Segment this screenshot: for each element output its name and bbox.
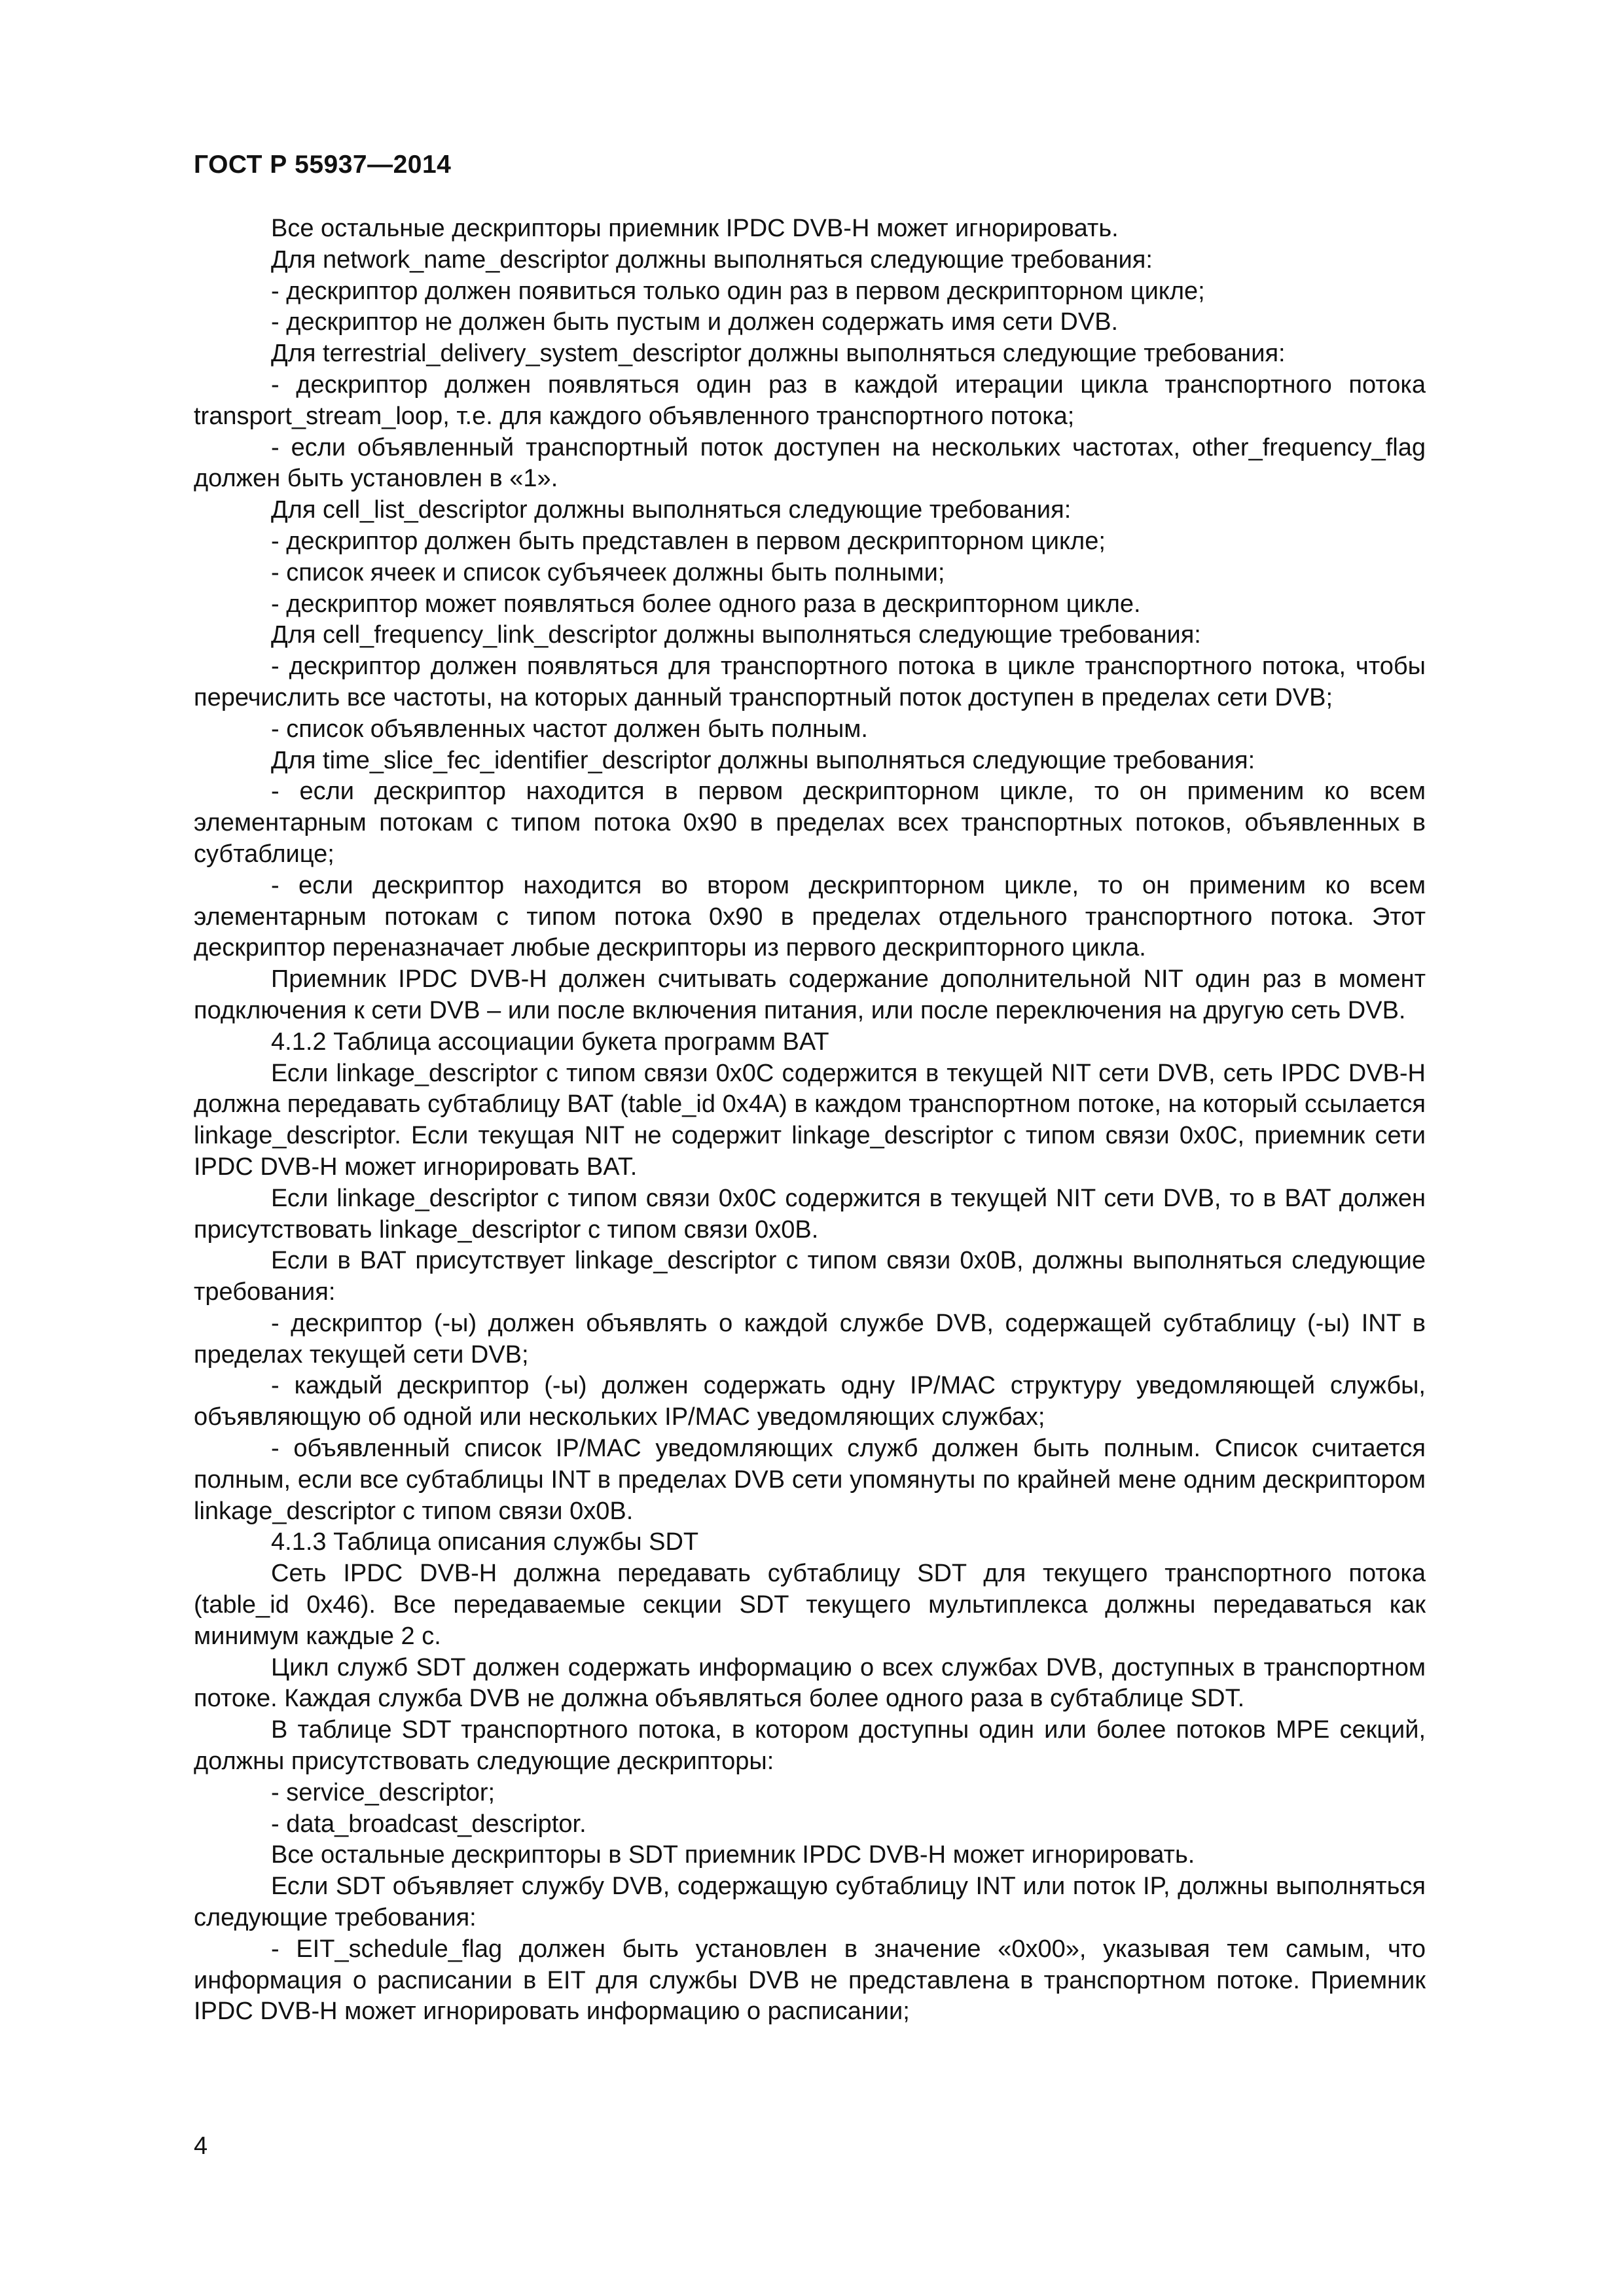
- paragraph: - data_broadcast_descriptor.: [271, 1810, 586, 1838]
- paragraph: - каждый дескриптор (-ы) должен содержать одну IP/MAC структуру уведомляющей службы, объявляющую об одной или нескольких IP/MAC уведомляющих службах;: [194, 1372, 1426, 1431]
- paragraph: - если дескриптор находится во втором дескрипторном цикле, то он применим ко всем элементарным потокам с типом потока 0x90 в пределах отдельного транспортного потока. Этот дескриптор переназначает любые дескрипторы из первого дескрипторного цикла.: [194, 871, 1426, 962]
- paragraph: - дескриптор может появляться более одного раза в дескрипторном цикле.: [271, 590, 1141, 618]
- paragraph: Для terrestrial_delivery_system_descriptor должны выполняться следующие требования:: [271, 340, 1286, 368]
- paragraph: 4.1.2 Таблица ассоциации букета программ BAT: [271, 1028, 829, 1056]
- paragraph: - если дескриптор находится в первом дескрипторном цикле, то он применим ко всем элементарным потокам с типом потока 0x90 в пределах всех транспортных потоков, объявленных в субтаблице;: [194, 778, 1426, 868]
- paragraph: 4.1.3 Таблица описания службы SDT: [271, 1528, 699, 1556]
- paragraph: Если linkage_descriptor с типом связи 0x0C содержится в текущей NIT сети DVB, то в BAT должен присутствовать linkage_descriptor с типом связи 0x0B.: [194, 1184, 1426, 1244]
- paragraph: Если SDT объявляет службу DVB, содержащую субтаблицу INT или поток IP, должны выполняться следующие требования:: [194, 1873, 1426, 1932]
- paragraph: - EIT_schedule_flag должен быть установлен в значение «0x00», указывая тем самым, что информация о расписании в EIT для службы DVB не представлена в транспортном потоке. Приемник IPDC DVB-H может игнорировать информацию о расписании;: [194, 1935, 1426, 2026]
- paragraph: Если в BAT присутствует linkage_descriptor с типом связи 0x0B, должны выполняться следующие требования:: [194, 1247, 1426, 1306]
- paragraph: Для network_name_descriptor должны выполняться следующие требования:: [271, 245, 1153, 274]
- paragraph: - дескриптор должен появиться только один раз в первом дескрипторном цикле;: [271, 277, 1205, 305]
- paragraph: - дескриптор должен появляться для транспортного потока в цикле транспортного потока, чтобы перечислить все частоты, на которых данный транспортный поток доступен в пределах сети DVB;: [194, 653, 1426, 711]
- paragraph: В таблице SDT транспортного потока, в котором доступны один или более потоков MPE секций, должны присутствовать следующие дескрипторы:: [194, 1716, 1426, 1776]
- paragraph: Цикл служб SDT должен содержать информацию о всех службах DVB, доступных в транспортном потоке. Каждая служба DVB не должна объявляться более одного раза в субтаблице SDT.: [194, 1653, 1426, 1713]
- paragraph: - service_descriptor;: [271, 1778, 496, 1806]
- document-body: [194, 213, 1426, 2028]
- paragraph: - дескриптор не должен быть пустым и должен содержать имя сети DVB.: [271, 308, 1119, 336]
- paragraph: - объявленный список IP/MAC уведомляющих служб должен быть полным. Список считается полным, если все субтаблицы INT в пределах DVB сети упомянуты по крайней мене одним дескриптором linkage_descriptor с типом связи 0x0B.: [194, 1435, 1426, 1525]
- paragraph: - дескриптор должен быть представлен в первом дескрипторном цикле;: [271, 527, 1106, 555]
- paragraph: - дескриптор (-ы) должен объявлять о каждой службе DVB, содержащей субтаблицу (-ы) INT в пределах текущей сети DVB;: [194, 1309, 1426, 1369]
- paragraph: Сеть IPDC DVB-H должна передавать субтаблицу SDT для текущего транспортного потока (table_id 0x46). Все передаваемые секции SDT текущего мультиплекса должны передаваться как минимум каждые 2 с.: [194, 1560, 1426, 1650]
- paragraph: - дескриптор должен появляться один раз в каждой итерации цикла транспортного потока transport_stream_loop, т.е. для каждого объявленного транспортного потока;: [194, 370, 1426, 430]
- page-number: 4: [194, 2132, 208, 2160]
- paragraph: Все остальные дескрипторы приемник IPDC DVB-H может игнорировать.: [271, 215, 1119, 242]
- paragraph: Если linkage_descriptor с типом связи 0x0C содержится в текущей NIT сети DVB, сеть IPDC DVB-H должна передавать субтаблицу BAT (table_id 0x4A) в каждом транспортном потоке, на который ссылается linkage_descriptor. Если текущая NIT не содержит linkage_descriptor с типом связи 0x0C, приемник сети IPDC DVB-H может игнорировать BAT.: [194, 1059, 1426, 1181]
- paragraph: - список ячеек и список субъячеек должны быть полными;: [271, 558, 945, 586]
- document-header: ГОСТ Р 55937—2014: [194, 151, 452, 179]
- paragraph: - если объявленный транспортный поток доступен на нескольких частотах, other_frequency_flag должен быть установлен в «1».: [194, 433, 1426, 493]
- paragraph: Для cell_list_descriptor должны выполняться следующие требования:: [271, 496, 1072, 524]
- paragraph: Все остальные дескрипторы в SDT приемник IPDC DVB-H может игнорировать.: [271, 1841, 1195, 1869]
- paragraph: Приемник IPDC DVB-H должен считывать содержание дополнительной NIT один раз в момент подключения к сети DVB – или после включения питания, или после переключения на другую сеть DVB.: [194, 965, 1426, 1024]
- paragraph: Для time_slice_fec_identifier_descriptor должны выполняться следующие требования:: [271, 746, 1255, 774]
- paragraph: - список объявленных частот должен быть полным.: [271, 715, 868, 743]
- paragraph: Для cell_frequency_link_descriptor должны выполняться следующие требования:: [271, 621, 1201, 649]
